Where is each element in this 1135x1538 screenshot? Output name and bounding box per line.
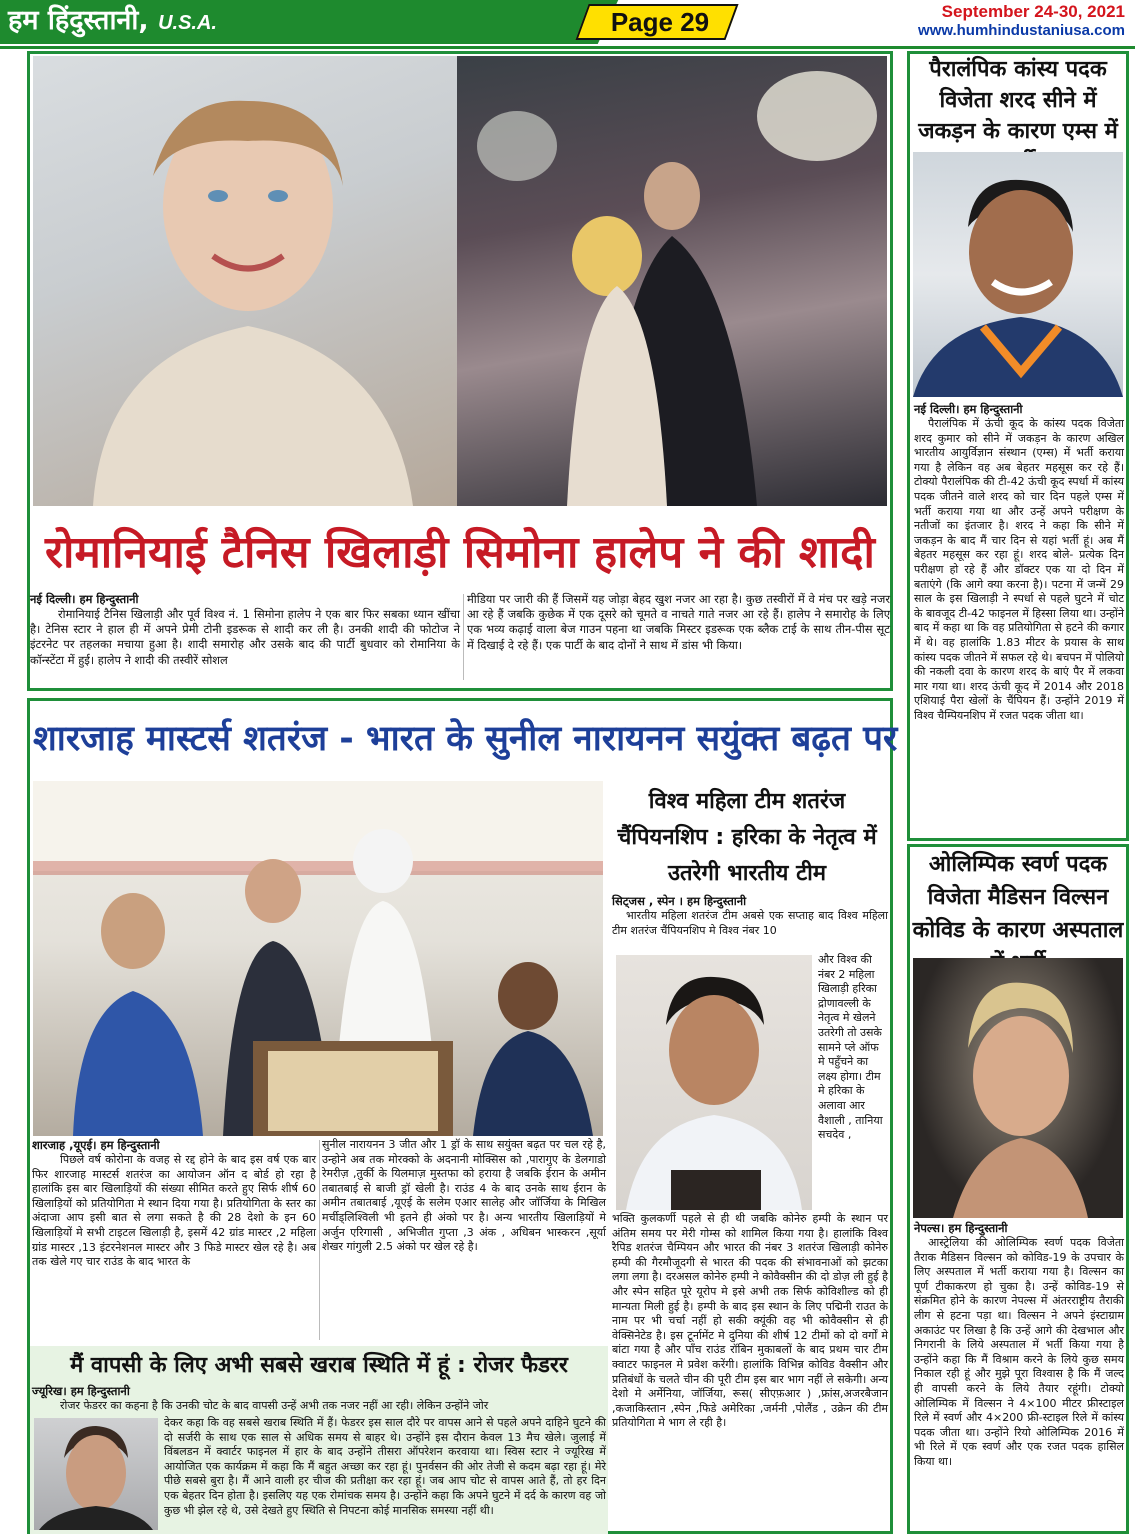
federer-text-column bbox=[164, 1416, 606, 1532]
chess-player-portrait-icon bbox=[616, 955, 812, 1210]
halep-dateline: नई दिल्ली। हम हिन्दुस्तानी bbox=[30, 592, 139, 606]
masthead-logo: हम हिंदुस्तानी, U.S.A. bbox=[8, 5, 217, 36]
harika-rest-text: भक्ति कुलकर्णी पहले से ही थी जबकि कोनेरु हम्पी के स्थान पर अंतिम समय पर मेरी गोम्स को शामिल किया गया है। हालांकि विश्व रैपिड शतरंज चैम्पियन और भारत की नंबर 3 शतरंज खिलाड़ी कोनेरु हम्पी की गैरमौजूदगी से भारत की पदक की संभावनाओं को झटका लगा लगा है। दरअसल कोनेरु हम्पी ने कोवैक्सीन की दो डोज़ ली हुई है और स्पेन सहित पूरे यूरोप मे इसे अभी तक सिर्फ कोविशील्ड को ही मान्यता मिली हुई है। हम्पी के बाद इस स्थान के लिए पद्मिनी राउत के नाम पर भी चर्चा नहीं हो सकी क्यूंकी वह भी कोवैक्सीन से ही वेक्सिनेटेड है। इस टूर्नामेंट मे दुनिया की शीर्ष 12 टीमों को दो वर्गों मे बांटा गया है और पाँच राउंड रॉबिन मुकाबलों के बाद प्रथम चार टीम क्वाटर फाइनल मे प्रवेश करेंगी। हालांकि विभिन्न कोविड वैक्सीन और प्रतिबंधों के चलते चीन की पूरी टीम इस बार भाग नहीं ले सकेगी। अन्य देशो मे अर्मेनिया, जॉर्जिया, रूस( सीएफ़आर ) ,फ्रांस,अजरबैजान ,कजाकिस्तान ,स्पेन ,फिडे अमेरिका ,जर्मनी ,पोलैंड , उक्रेन की टीम प्रतियोगिता मे भाग ले रही है। bbox=[612, 1212, 888, 1430]
person-silhouette-icon bbox=[33, 56, 457, 506]
sharjah-chess-photo bbox=[33, 781, 603, 1136]
federer-dateline: ज्यूरिख। हम हिन्दुस्तानी bbox=[32, 1384, 130, 1398]
harika-intro-text: भारतीय महिला शतरंज टीम अबसे एक सप्ताह बाद विश्व महिला टीम शतरंज चैंपियनशिप मे विश्व नंबर 10 bbox=[612, 909, 888, 937]
federer-headline: मैं वापसी के लिए अभी सबसे खराब स्थिति में हूं : रोजर फैडरर bbox=[70, 1353, 568, 1378]
column-divider bbox=[463, 594, 464, 680]
federer-text: देकर कहा कि वह सबसे खराब स्थिति में हैं। फेडरर इस साल दौरे पर वापस आने से पहले अपने दाहिने घुटने की दो सर्जरी के साथ एक साल से अधिक समय से बाहर थे। उन्होंने इस दौरान केवल 13 मैच खेले। जुलाई में विंबलडन में क्वार्टर फाइनल में हार के बाद उन्होंने तीसरा ऑपरेशन करवाया था। स्विस स्टार ने ज्यूरिख में आयोजित एक कार्यक्रम में कहा कि मैं बहुत अच्छा कर रहा हूं। पुनर्वसन की ओर तेजी से कदम बढ़ा रहा हूं। मेरे पीछे सबसे बुरा है। मैं आने वाली हर चीज की प्रतीक्षा कर रहा हूं। जब आप चोट से वापस आते हैं, तो हर दिन एक बेहतर दिन होता है। इसलिए यह एक रोमांचक समय है। उन्होंने कहा कि अपने घुटने में दर्द के कारण वह जो कुछ भी झेल रहे थे, उसे देखते हुए स्थिति से निपटना कोई मानसिक समस्या नहीं थी। bbox=[164, 1416, 606, 1517]
issue-date: September 24-30, 2021 bbox=[941, 2, 1125, 21]
madison-wilson-photo bbox=[913, 958, 1123, 1218]
sharad-text: पैरालंपिक में ऊंची कूद के कांस्य पदक विजेता शरद कुमार को सीने में जकड़न के कारण अखिल भारतीय आयुर्विज्ञान संस्थान (एम्स) में भर्ती कराया गया है लेकिन वह अब बेहतर महसूस कर रहे हैं। टोक्यो पैरालंपिक की टी-42 ऊंची कूद स्पर्धा में कांस्य पदक जीतने वाले शरद को चार दिन पहले एम्स में भर्ती कराया गया था और उन्हें अपने परीक्षण के नतीजों का इंतजार है। शरद ने कहा कि सीने में जकड़न के बाद मैं चार दिन से यहां भर्ती हूं। अब मैं बेहतर महसूस कर रहा हूं। शरद बोले- प्रत्येक दिन परीक्षण हो रहे हैं और डॉक्टर एक या दो दिन में बताएंगे (कि आगे क्या करना है)। पटना में जन्में 29 साल के इस खिलाड़ी ने स्पर्धा से पहले घुटने में चोट के बावजूद टी-42 फाइनल में हिस्सा लिया था। उन्होंने बाद में कहा था कि वह प्रतियोगिता से हटने की कगार में थे। वह हालांकि 1.83 मीटर के प्रयास के साथ कांस्य पदक जीतने में सफल रहे थे। बचपन में पोलियो की नकली दवा के कारण शरद के बाएं पैर में लकवा मार गया था। शरद ऊंची कूद में 2014 और 2018 एशियाई पैरा खेलों के चैंपियन हैं। उन्होंने 2019 में विश्व चैम्पियनशिप में रजत पदक जीता था। bbox=[914, 417, 1124, 722]
halep-column-2 bbox=[467, 592, 890, 682]
halep-text-1: रोमानियाई टैनिस खिलाड़ी और पूर्व विश्व नं. 1 सिमोना हालेप ने एक बार फिर सबका ध्यान खींचा है। टेनिस स्टार ने हाल ही में अपने प्रेमी टोनी इडरूक से शादी कर ली है। उनकी शादी की फोटोज ने इंटरनेट पर तहलका मचाया हुआ है। शादी समारोह और उसके बाद की पार्टी बुधवार को रोमानिया के कॉन्स्टेंटा में हुई। हालेप ने शादी की तस्वीरें सोशल bbox=[30, 607, 460, 667]
sharjah-text-1: पिछले वर्ष कोरोना के वजह से रद्द होने के बाद इस वर्ष एक बार फिर शारजाह मास्टर्स शतरंज का आयोजन ऑन द बोर्ड हो रहा है हालांकि इस बार खिलाड़ियों की संख्या सीमित करते हुए सिर्फ शीर्ष 60 खिलाड़ियों को प्रतियोगिता मे स्थान दिया गया है। प्रतियोगिता के स्तर का अंदाजा आप इसी बात से लगा सकते है की 28 देशो के इन 60 खिलाड़ियों मे सभी टाइटल खिलाड़ी है, इसमें 42 ग्रांड मास्टर ,2 महिला ग्रांड मास्टर ,13 इंटरनेशनल मास्टर और 3 फिडे मास्टर खेल रहे है। अब तक खेले गए चार राउंड के बाद भारत के bbox=[32, 1153, 316, 1269]
sharad-headline: पैरालंपिक कांस्य पदक विजेता शरद सीने में जकड़न के कारण एम्स में bbox=[918, 57, 1118, 144]
sharjah-column-2 bbox=[322, 1138, 606, 1343]
sharad-dateline: नई दिल्ली। हम हिन्दुस्तानी bbox=[914, 402, 1023, 416]
sharad-kumar-photo bbox=[913, 152, 1123, 397]
federer-intro bbox=[32, 1384, 606, 1416]
halep-portrait-photo bbox=[33, 56, 457, 506]
sharad-text-column bbox=[914, 402, 1124, 838]
harika-headline: विश्व महिला टीम शतरंज चैंपियनशिप : हरिका के नेतृत्व में उतरेगी भारतीय टीम bbox=[617, 789, 877, 886]
harika-dateline: सिट्जस , स्पेन । हम हिन्दुस्तानी bbox=[612, 894, 747, 908]
sharjah-headline: शारजाह मास्टर्स शतरंज - भारत के सुनील नारायनन सयुंक्त बढ़त पर bbox=[33, 719, 898, 759]
harika-side-column bbox=[818, 953, 888, 1213]
wilson-text: आस्ट्रेलिया की ओलिम्पिक स्वर्ण पदक विजेता तैराक मैडिसन विल्सन को कोविड-19 के उपचार के लिए अस्पताल में भर्ती कराया गया है। विल्सन का पूर्ण टीकाकरण हो चुका है। उन्हें कोविड-19 से संक्रमित होने के कारण नेपल्स में अंतरराष्ट्रीय तैराकी लीग से हटना पड़ा था। विल्सन ने अपने इंस्टाग्राम अकाउंट पर लिखा है कि उन्हें आगे की देखभाल और निगरानी के लिये अस्पताल में भर्ती किया गया है उन्होंने कहा कि मैं विश्राम करने के लिये कुछ समय निकाल रही हूं और मुझे पूरा विश्वास है कि मैं जल्द ही वापसी करने के लिये तैयार रहूंगी। टोक्यो ओलिम्पिक में विल्सन ने 4×100 मीटर फ्रीस्टाइल रिले में स्वर्ण और 4×200 फ्री-स्टाइल रिले में कांस्य पदक जीता था। उन्होंने रियो ओलिम्पिक 2016 में भी रिले में एक स्वर्ण और एक रजत पदक हासिल किया था। bbox=[914, 1236, 1124, 1468]
sharjah-dateline: शारजाह ,यूएई। हम हिन्दुस्तानी bbox=[32, 1138, 160, 1152]
federer-photo bbox=[34, 1418, 158, 1530]
sharjah-text-2: सुनील नारायनन 3 जीत और 1 ड्रॉ के साथ सयुंक्त बढ़त पर चल रहे है, उन्होने अब तक मोरक्को के अदनानी मोक्सिस को ,पारागुए के डेलगाडो रेमरीज़ ,तुर्की के यिलमाज़ मुस्तफा को हराया है जबकि ईरान के अमीन तबातबाई से बाजी ड्रॉ खेली है। राउंड 4 के बाद उनके साथ ईरान के अमीन तबातबाई ,यूएई के सलेम एआर सालेह और जॉर्जिया के मिखिल मर्चीड्लिश्विली भी इतने ही अंको पर है। अन्य भारतीय खिलाड़ियों मे अर्जुन एरिगासी , अभिजीत गुप्ता ,3 अंक , अधिबन भास्करन ,सूर्या शेखर गांगुली 2.5 अंको पर खेल रहे है। bbox=[322, 1138, 606, 1254]
halep-headline: रोमानियाई टैनिस खिलाड़ी सिमोना हालेप ने की शादी bbox=[45, 527, 875, 578]
athlete-portrait-icon bbox=[913, 152, 1123, 397]
federer-portrait-icon bbox=[34, 1418, 158, 1530]
couple-dancing-icon bbox=[457, 56, 887, 506]
sharjah-column-1 bbox=[32, 1138, 316, 1343]
wilson-headline: ओलिम्पिक स्वर्ण पदक विजेता मैडिसन विल्सन कोविड के कारण अस्पताल bbox=[912, 852, 1124, 943]
wilson-text-column bbox=[914, 1221, 1124, 1531]
harika-rest-column bbox=[612, 1212, 888, 1534]
halep-wedding-photo bbox=[457, 56, 887, 506]
chess-players-icon bbox=[33, 781, 603, 1136]
masthead-rule bbox=[0, 46, 1135, 49]
swimmer-portrait-icon bbox=[913, 958, 1123, 1218]
federer-lead: रोजर फेडरर का कहना है कि उनकी चोट के बाद वापसी उन्हें अभी तक नजर नहीं आ रही। लेकिन उन्होंने जोर bbox=[60, 1399, 489, 1412]
website-link[interactable]: www.humhindustaniusa.com bbox=[918, 22, 1125, 39]
wilson-dateline: नेपल्स। हम हिन्दुस्तानी bbox=[914, 1221, 1008, 1235]
harika-intro bbox=[612, 894, 888, 950]
column-divider bbox=[319, 1140, 320, 1340]
halep-text-2: मीडिया पर जारी की हैं जिसमें यह जोड़ा बेहद खुश नजर आ रहा है। कुछ तस्वीरों में वे मंच पर खड़े नजर आ रहे हैं जबकि कुछेक में एक दूसरे को चूमते व नाचते गाते नजर आ रहे हैं। हालेप ने समारोह के लिए एक भव्य कढ़ाई वाला बेज गाउन पहना था जबकि मिस्टर इडरूक एक ब्लैक टाई के साथ तीन-पीस सूट में दिखाई दे रहे हैं। एक पार्टी के बाद दोनों ने साथ में डांस भी किया। bbox=[467, 592, 890, 652]
harika-photo bbox=[616, 955, 812, 1210]
page-number: Page 29 bbox=[610, 7, 710, 37]
halep-column-1 bbox=[30, 592, 460, 682]
harika-side-text: और विश्व की नंबर 2 महिला खिलाड़ी हरिका द्रोणावल्ली के नेतृत्व मे खेलने उतरेगी तो उसके सामने प्ले ऑफ मे पहुँचने का लक्ष्य होगा। टीम मे हरिका के अलावा आर वैशाली , तानिया सचदेव , bbox=[818, 953, 883, 1142]
